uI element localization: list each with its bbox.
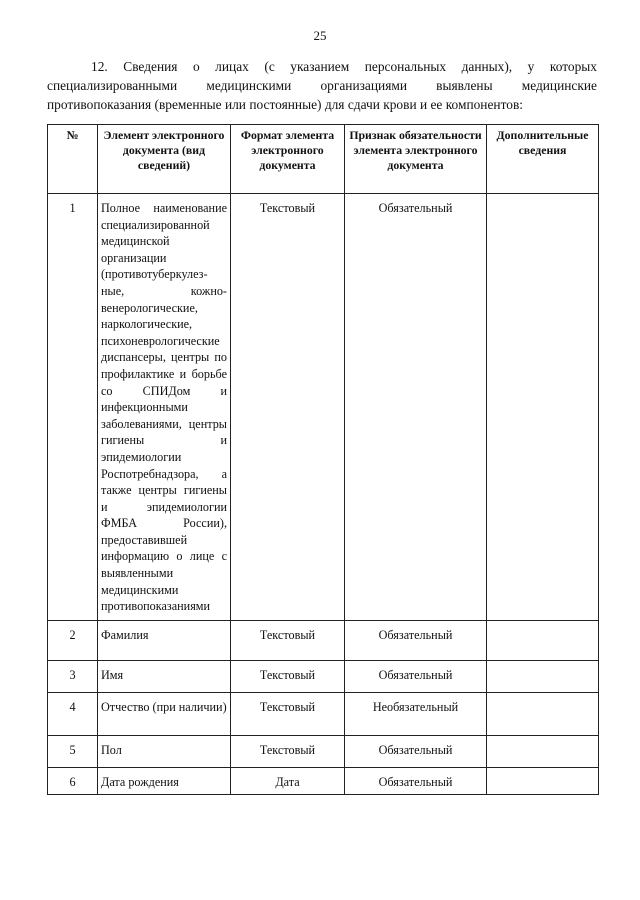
cell-num: 5 (48, 736, 98, 768)
cell-extra (487, 194, 599, 621)
cell-extra (487, 621, 599, 661)
cell-required: Необязательный (345, 693, 487, 736)
cell-element: Отчество (при наличии) (98, 693, 231, 736)
cell-extra (487, 768, 599, 795)
table-row (48, 736, 599, 768)
cell-extra (487, 693, 599, 736)
header-extra: Дополнительные сведения (487, 125, 599, 194)
cell-num: 4 (48, 693, 98, 736)
cell-required: Обязательный (345, 194, 487, 621)
cell-num: 2 (48, 621, 98, 661)
cell-format: Дата (231, 768, 345, 795)
table-row (48, 768, 599, 795)
table-row (48, 194, 599, 621)
cell-element: Имя (98, 661, 231, 693)
cell-required: Обязательный (345, 621, 487, 661)
header-required: Признак обязательности элемента электронного документа (345, 125, 487, 194)
cell-extra (487, 661, 599, 693)
cell-num: 1 (48, 194, 98, 621)
cell-element: Дата рождения (98, 768, 231, 795)
section-intro-paragraph: 12. Сведения о лицах (с указанием персональных данных), у которых специализированными медицинскими организациями выявлены медицинские противопоказания (временные или постоянные) для сдачи крови и ее компонентов: (47, 59, 597, 112)
cell-format: Текстовый (231, 736, 345, 768)
cell-required: Обязательный (345, 768, 487, 795)
cell-extra (487, 736, 599, 768)
cell-required: Обязательный (345, 661, 487, 693)
cell-format: Текстовый (231, 693, 345, 736)
data-elements-table (47, 124, 599, 795)
page-number: 25 (313, 28, 327, 43)
header-num: № (48, 125, 98, 194)
cell-format: Текстовый (231, 661, 345, 693)
cell-element: Фамилия (98, 621, 231, 661)
table-row (48, 693, 599, 736)
cell-element: Полное наименование специализированной медицинской организации (противотуберкулез-ные, кожно-венерологические, наркологические, психоневрологические диспансеры, центры по профилактике и борьбе со СПИДом и инфекционными заболеваниями, центры гигиены и эпидемиологии Роспотребнадзора, а также центры гигиены и эпидемиологии ФМБА России), предоставившей информацию о лице с выявленными медицинскими противопоказаниями (98, 194, 231, 621)
cell-element: Пол (98, 736, 231, 768)
table-row (48, 661, 599, 693)
cell-format: Текстовый (231, 621, 345, 661)
header-format: Формат элемента электронного документа (231, 125, 345, 194)
cell-num: 6 (48, 768, 98, 795)
header-element: Элемент электронного документа (вид сведений) (98, 125, 231, 194)
table-row (48, 621, 599, 661)
table-header-row (48, 125, 599, 194)
cell-num: 3 (48, 661, 98, 693)
cell-required: Обязательный (345, 736, 487, 768)
cell-format: Текстовый (231, 194, 345, 621)
